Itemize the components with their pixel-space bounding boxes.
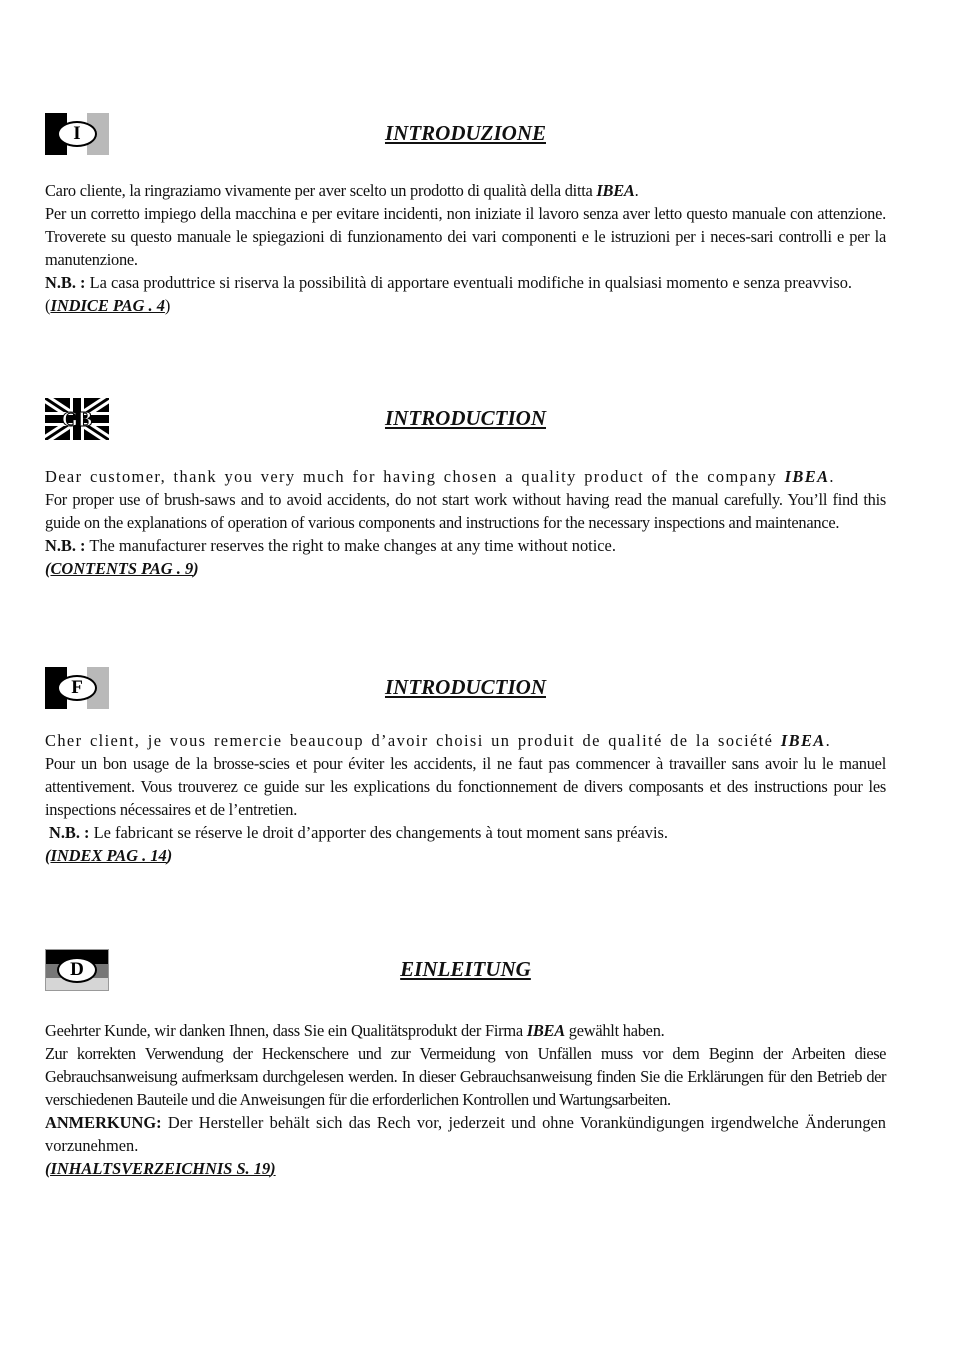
flag-letter: D <box>57 957 97 983</box>
intro-paragraph: Dear customer, thank you very much for having chosen a quality product of the company IBEA. <box>45 467 835 486</box>
contents-link[interactable]: CONTENTS PAG . 9 <box>50 559 194 578</box>
section-title: EINLEITUNG <box>400 957 531 981</box>
note-label: N.B. : <box>45 273 86 292</box>
brand-name: IBEA <box>784 467 830 486</box>
usage-paragraph: For proper use of brush-saws and to avoid accidents, do not start work without having read the manual carefully. You’ll find this guide on the explanations of operation of various components and instructions for the necessary inspections and maintenance. <box>45 490 886 532</box>
contents-reference[interactable]: (CONTENTS PAG . 9) <box>45 559 199 578</box>
note-label: N.B. : <box>45 536 86 555</box>
section-body <box>45 179 886 317</box>
index-link[interactable]: INDICE PAG . 4 <box>50 296 165 315</box>
section-body <box>45 1019 886 1180</box>
section-body <box>45 729 886 867</box>
brand-name: IBEA <box>780 731 826 750</box>
usage-paragraph: Per un corretto impiego della macchina e per evitare incidenti, non iniziate il lavoro senza aver letto questo manuale con attenzione. Troverete su questo manuale le spiegazioni di funzionamento dei vari componenti e le istruzioni per i neces-sari controlli e per la manutenzione. <box>45 204 886 269</box>
usage-paragraph: Zur korrekten Verwendung der Heckenschere und zur Vermeidung von Unfällen muss vor dem Beginn der Arbeiten diese Gebrauchsanweisung aufmerksam durchgelesen werden. In dieser Gebrauchsanweisung finden Sie die Erklärungen für den Betrieb der verschiedenen Bauteile und die Anweisungen für die erforderlichen Kontrollen und Wartungsarbeiten. <box>45 1044 886 1109</box>
usage-paragraph: Pour un bon usage de la brosse-scies et pour éviter les accidents, il ne faut pas commencer à travailler sans avoir lu le manuel attentivement. Vous trouverez ce guide sur les explications du fonctionnement de divers composants et des instructions pour les inspections nécessaires et de l’entretien. <box>45 754 886 819</box>
index-reference[interactable]: (INDEX PAG . 14) <box>45 846 173 865</box>
intro-paragraph: Caro cliente, la ringraziamo vivamente per aver scelto un prodotto di qualità della ditta IBEA. <box>45 181 639 200</box>
brand-name: IBEA <box>596 181 635 200</box>
note-paragraph: N.B. : The manufacturer reserves the right to make changes at any time without notice. <box>45 536 616 555</box>
index-link[interactable]: INDEX PAG . 14 <box>50 846 167 865</box>
note-label: N.B. : <box>49 823 90 842</box>
intro-paragraph: Geehrter Kunde, wir danken Ihnen, dass Sie ein Qualitätsprodukt der Firma IBEA gewählt haben. <box>45 1021 665 1040</box>
note-paragraph: N.B. : La casa produttrice si riserva la possibilità di apportare eventuali modifiche in qualsiasi momento e senza preavviso. <box>45 273 853 292</box>
section-title: INTRODUCTION <box>384 675 546 699</box>
intro-paragraph: Cher client, je vous remercie beaucoup d’avoir choisi un produit de qualité de la société IBEA. <box>45 731 832 750</box>
flag-letter: GB <box>61 407 93 431</box>
section-body <box>45 465 886 580</box>
flag-letter: F <box>57 675 97 701</box>
note-label: ANMERKUNG: <box>45 1113 162 1132</box>
index-reference[interactable]: (INDICE PAG . 4) <box>45 296 171 315</box>
contents-link[interactable]: INHALTSVERZEICHNIS S. 19 <box>50 1159 271 1178</box>
contents-reference[interactable]: (INHALTSVERZEICHNIS S. 19) <box>45 1159 276 1178</box>
section-title: INTRODUZIONE <box>384 121 546 145</box>
note-paragraph: ANMERKUNG: Der Hersteller behält sich das Rech vor, jederzeit und ohne Vorankündigungen irgendwelche Änderungen vorzunehmen. <box>45 1113 886 1155</box>
brand-name: IBEA <box>526 1021 565 1040</box>
section-title: INTRODUCTION <box>384 406 546 430</box>
flag-letter: I <box>57 121 97 147</box>
note-paragraph: N.B. : Le fabricant se réserve le droit d’apporter des changements à tout moment sans préavis. <box>49 823 668 842</box>
